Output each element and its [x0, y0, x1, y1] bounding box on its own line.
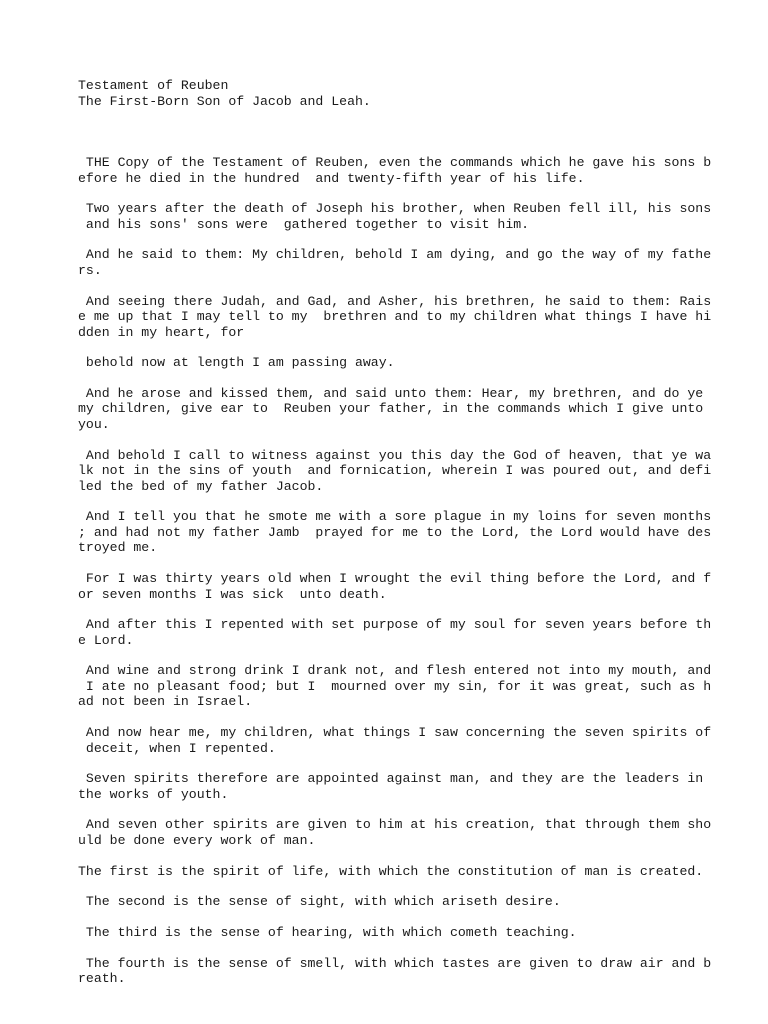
text-line: led the bed of my father Jacob.	[78, 478, 324, 494]
text-line: The third is the sense of hearing, with which cometh teaching.	[78, 925, 577, 940]
text-line: uld be done every work of man.	[78, 832, 316, 848]
text-line: And wine and strong drink I drank not, and flesh entered not into my mouth, and	[78, 663, 712, 679]
text-line: The fourth is the sense of smell, with which tastes are given to draw air and b	[78, 955, 712, 971]
text-line: efore he died in the hundred and twenty-fifth year of his life.	[78, 170, 585, 186]
text-line: behold now at length I am passing away.	[78, 355, 395, 371]
paragraph	[78, 617, 712, 648]
text-line: lk not in the sins of youth and fornication, wherein I was poured out, and defi	[78, 463, 712, 479]
paragraph	[78, 955, 712, 987]
text-line: e me up that I may tell to my brethren and to my children what things I have hi	[78, 309, 712, 325]
text-line: THE Copy of the Testament of Reuben, even the commands which he gave his sons b	[78, 155, 712, 170]
text-line: dden in my heart, for	[78, 324, 245, 340]
paragraph	[78, 894, 698, 910]
text-line: And after this I repented with set purpose of my soul for seven years before th	[78, 617, 712, 633]
paragraph	[78, 355, 698, 371]
paragraph	[78, 663, 712, 710]
paragraph	[78, 571, 712, 602]
text-line: For I was thirty years old when I wrought the evil thing before the Lord, and f	[78, 571, 712, 586]
text-line: Two years after the death of Joseph his brother, when Reuben fell ill, his sons	[78, 201, 712, 217]
text-line: ad not been in Israel.	[78, 694, 253, 710]
text-line: ; and had not my father Jamb prayed for me to the Lord, the Lord would have des	[78, 524, 712, 540]
text-line: deceit, when I repented.	[78, 740, 276, 756]
paragraph	[78, 725, 712, 756]
paragraph	[78, 925, 698, 941]
paragraph	[78, 817, 712, 848]
text-line: I ate no pleasant food; but I mourned over my sin, for it was great, such as h	[78, 678, 712, 694]
paragraph	[78, 247, 712, 278]
text-line: or seven months I was sick unto death.	[78, 586, 387, 602]
text-line: reath.	[78, 971, 126, 987]
text-line: troyed me.	[78, 540, 158, 556]
text-line: And now hear me, my children, what things I saw concerning the seven spirits of	[78, 725, 712, 741]
text-line: And behold I call to witness against you this day the God of heaven, that ye wa	[78, 447, 712, 463]
text-line: Seven spirits therefore are appointed against man, and they are the leaders in	[78, 771, 704, 787]
text-line: rs.	[78, 262, 102, 278]
text-line: and his sons' sons were gathered together to visit him.	[78, 216, 530, 232]
text-line: And seven other spirits are given to him at his creation, that through them sho	[78, 817, 712, 833]
document-title: Testament of Reuben	[78, 78, 229, 93]
paragraph	[78, 447, 712, 495]
paragraph	[78, 385, 704, 433]
document-subtitle: The First-Born Son of Jacob and Leah.	[78, 93, 371, 109]
text-line: you.	[78, 416, 110, 432]
paragraph	[78, 293, 712, 341]
paragraph	[78, 155, 712, 186]
document-body	[78, 155, 712, 1002]
text-line: And he arose and kissed them, and said unto them: Hear, my brethren, and do ye	[78, 385, 704, 401]
text-line: And I tell you that he smote me with a sore plague in my loins for seven months	[78, 509, 712, 525]
text-line: And he said to them: My children, behold I am dying, and go the way of my fathe	[78, 247, 712, 263]
text-line: And seeing there Judah, and Gad, and Asher, his brethren, he said to them: Rais	[78, 293, 712, 309]
text-line: e Lord.	[78, 632, 134, 648]
paragraph	[78, 863, 704, 880]
text-line: the works of youth.	[78, 786, 229, 802]
text-line: my children, give ear to Reuben your father, in the commands which I give unto	[78, 401, 704, 417]
paragraph	[78, 509, 712, 556]
text-line: The second is the sense of sight, with which ariseth desire.	[78, 894, 561, 910]
paragraph	[78, 771, 704, 802]
text-line: The first is the spirit of life, with which the constitution of man is created.	[78, 863, 704, 879]
paragraph	[78, 201, 712, 232]
document-heading	[78, 78, 371, 109]
